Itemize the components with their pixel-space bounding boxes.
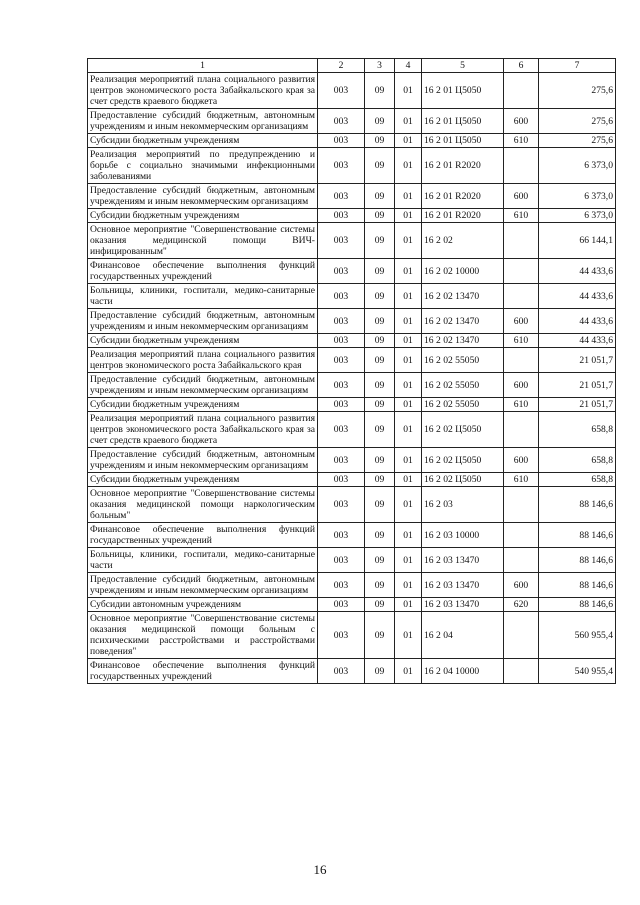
code-target-cell: 16 2 01 Ц5050 <box>422 134 504 148</box>
code-expense-type-cell: 600 <box>504 309 539 334</box>
code-target-cell: 16 2 02 13470 <box>422 309 504 334</box>
table-row <box>88 373 616 398</box>
code-ministry-cell: 003 <box>318 309 365 334</box>
table-row <box>88 148 616 184</box>
code-target-cell: 16 2 02 <box>422 223 504 259</box>
code-expense-type-cell: 600 <box>504 448 539 473</box>
code-subsection-cell: 01 <box>395 134 422 148</box>
table-row <box>88 309 616 334</box>
table-row <box>88 548 616 573</box>
amount-cell: 21 051,7 <box>539 398 616 412</box>
row-name-cell: Предоставление субсидий бюджетным, автономным учреждениям и иным некоммерческим организациям <box>88 184 318 209</box>
row-name-cell: Финансовое обеспечение выполнения функций государственных учреждений <box>88 259 318 284</box>
code-target-cell: 16 2 02 Ц5050 <box>422 412 504 448</box>
table-row <box>88 412 616 448</box>
code-section-cell: 09 <box>365 348 395 373</box>
column-header: 1 <box>88 59 318 73</box>
row-name-cell: Финансовое обеспечение выполнения функций государственных учреждений <box>88 659 318 684</box>
code-ministry-cell: 003 <box>318 573 365 598</box>
table-row <box>88 334 616 348</box>
table-row <box>88 659 616 684</box>
code-subsection-cell: 01 <box>395 573 422 598</box>
table-row <box>88 134 616 148</box>
code-ministry-cell: 003 <box>318 598 365 612</box>
code-section-cell: 09 <box>365 373 395 398</box>
code-subsection-cell: 01 <box>395 309 422 334</box>
code-ministry-cell: 003 <box>318 148 365 184</box>
table-row <box>88 398 616 412</box>
code-target-cell: 16 2 02 13470 <box>422 284 504 309</box>
code-ministry-cell: 003 <box>318 523 365 548</box>
amount-cell: 66 144,1 <box>539 223 616 259</box>
code-section-cell: 09 <box>365 73 395 109</box>
row-name-cell: Реализация мероприятий плана социального развития центров экономического роста Забайкальского края <box>88 348 318 373</box>
code-expense-type-cell <box>504 148 539 184</box>
code-target-cell: 16 2 02 13470 <box>422 334 504 348</box>
code-ministry-cell: 003 <box>318 73 365 109</box>
column-header: 3 <box>365 59 395 73</box>
code-expense-type-cell <box>504 223 539 259</box>
code-ministry-cell: 003 <box>318 373 365 398</box>
amount-cell: 6 373,0 <box>539 184 616 209</box>
code-expense-type-cell <box>504 487 539 523</box>
code-ministry-cell: 003 <box>318 184 365 209</box>
row-name-cell: Основное мероприятие "Совершенствование системы оказания медицинской помощи больным с психическими расстройствами и расстройствами поведения" <box>88 612 318 659</box>
code-ministry-cell: 003 <box>318 548 365 573</box>
code-target-cell: 16 2 02 10000 <box>422 259 504 284</box>
table-row <box>88 473 616 487</box>
amount-cell: 44 433,6 <box>539 259 616 284</box>
row-name-cell: Субсидии автономным учреждениям <box>88 598 318 612</box>
code-target-cell: 16 2 01 R2020 <box>422 148 504 184</box>
code-section-cell: 09 <box>365 334 395 348</box>
amount-cell: 275,6 <box>539 73 616 109</box>
row-name-cell: Предоставление субсидий бюджетным, автономным учреждениям и иным некоммерческим организациям <box>88 309 318 334</box>
code-subsection-cell: 01 <box>395 373 422 398</box>
code-subsection-cell: 01 <box>395 612 422 659</box>
code-subsection-cell: 01 <box>395 398 422 412</box>
code-subsection-cell: 01 <box>395 73 422 109</box>
code-expense-type-cell <box>504 259 539 284</box>
code-ministry-cell: 003 <box>318 487 365 523</box>
code-subsection-cell: 01 <box>395 184 422 209</box>
code-expense-type-cell <box>504 73 539 109</box>
code-section-cell: 09 <box>365 184 395 209</box>
row-name-cell: Больницы, клиники, госпитали, медико-санитарные части <box>88 548 318 573</box>
column-header: 4 <box>395 59 422 73</box>
code-section-cell: 09 <box>365 309 395 334</box>
code-section-cell: 09 <box>365 523 395 548</box>
code-subsection-cell: 01 <box>395 412 422 448</box>
code-expense-type-cell: 610 <box>504 473 539 487</box>
code-expense-type-cell: 600 <box>504 184 539 209</box>
code-target-cell: 16 2 02 Ц5050 <box>422 448 504 473</box>
code-section-cell: 09 <box>365 223 395 259</box>
code-section-cell: 09 <box>365 209 395 223</box>
code-target-cell: 16 2 03 10000 <box>422 523 504 548</box>
code-section-cell: 09 <box>365 398 395 412</box>
code-target-cell: 16 2 03 13470 <box>422 548 504 573</box>
code-target-cell: 16 2 01 Ц5050 <box>422 109 504 134</box>
amount-cell: 88 146,6 <box>539 487 616 523</box>
code-expense-type-cell <box>504 523 539 548</box>
code-ministry-cell: 003 <box>318 284 365 309</box>
table-row <box>88 259 616 284</box>
code-subsection-cell: 01 <box>395 659 422 684</box>
code-expense-type-cell <box>504 412 539 448</box>
code-expense-type-cell <box>504 659 539 684</box>
code-section-cell: 09 <box>365 134 395 148</box>
row-name-cell: Финансовое обеспечение выполнения функций государственных учреждений <box>88 523 318 548</box>
code-subsection-cell: 01 <box>395 334 422 348</box>
row-name-cell: Реализация мероприятий плана социального развития центров экономического роста Забайкальского края за счет средств краевого бюджета <box>88 73 318 109</box>
code-expense-type-cell <box>504 284 539 309</box>
code-section-cell: 09 <box>365 109 395 134</box>
code-section-cell: 09 <box>365 612 395 659</box>
code-ministry-cell: 003 <box>318 348 365 373</box>
amount-cell: 540 955,4 <box>539 659 616 684</box>
code-ministry-cell: 003 <box>318 612 365 659</box>
amount-cell: 275,6 <box>539 109 616 134</box>
code-subsection-cell: 01 <box>395 223 422 259</box>
row-name-cell: Предоставление субсидий бюджетным, автономным учреждениям и иным некоммерческим организациям <box>88 573 318 598</box>
code-subsection-cell: 01 <box>395 284 422 309</box>
column-header: 2 <box>318 59 365 73</box>
code-subsection-cell: 01 <box>395 448 422 473</box>
code-section-cell: 09 <box>365 573 395 598</box>
code-subsection-cell: 01 <box>395 548 422 573</box>
amount-cell: 658,8 <box>539 448 616 473</box>
code-subsection-cell: 01 <box>395 598 422 612</box>
amount-cell: 88 146,6 <box>539 548 616 573</box>
table-row <box>88 487 616 523</box>
code-target-cell: 16 2 04 <box>422 612 504 659</box>
amount-cell: 88 146,6 <box>539 598 616 612</box>
code-ministry-cell: 003 <box>318 659 365 684</box>
amount-cell: 44 433,6 <box>539 309 616 334</box>
code-target-cell: 16 2 01 R2020 <box>422 209 504 223</box>
budget-table <box>87 58 616 684</box>
code-expense-type-cell <box>504 548 539 573</box>
amount-cell: 658,8 <box>539 473 616 487</box>
amount-cell: 88 146,6 <box>539 573 616 598</box>
table-row <box>88 209 616 223</box>
code-subsection-cell: 01 <box>395 109 422 134</box>
row-name-cell: Предоставление субсидий бюджетным, автономным учреждениям и иным некоммерческим организациям <box>88 448 318 473</box>
code-target-cell: 16 2 02 Ц5050 <box>422 473 504 487</box>
code-section-cell: 09 <box>365 659 395 684</box>
code-target-cell: 16 2 03 13470 <box>422 598 504 612</box>
row-name-cell: Основное мероприятие "Совершенствование системы оказания медицинской помощи наркологическим больным" <box>88 487 318 523</box>
code-ministry-cell: 003 <box>318 398 365 412</box>
code-expense-type-cell: 600 <box>504 373 539 398</box>
code-expense-type-cell: 610 <box>504 209 539 223</box>
code-section-cell: 09 <box>365 473 395 487</box>
code-target-cell: 16 2 02 55050 <box>422 398 504 412</box>
row-name-cell: Реализация мероприятий плана социального развития центров экономического роста Забайкальского края за счет средств краевого бюджета <box>88 412 318 448</box>
page-number: 16 <box>313 862 327 877</box>
code-subsection-cell: 01 <box>395 209 422 223</box>
table-row <box>88 448 616 473</box>
table-row <box>88 523 616 548</box>
row-name-cell: Реализация мероприятий по предупреждению и борьбе с социально значимыми инфекционными заболеваниями <box>88 148 318 184</box>
row-name-cell: Предоставление субсидий бюджетным, автономным учреждениям и иным некоммерческим организациям <box>88 109 318 134</box>
column-header: 6 <box>504 59 539 73</box>
code-ministry-cell: 003 <box>318 259 365 284</box>
row-name-cell: Предоставление субсидий бюджетным, автономным учреждениям и иным некоммерческим организациям <box>88 373 318 398</box>
code-section-cell: 09 <box>365 412 395 448</box>
code-ministry-cell: 003 <box>318 109 365 134</box>
amount-cell: 44 433,6 <box>539 284 616 309</box>
code-target-cell: 16 2 04 10000 <box>422 659 504 684</box>
code-section-cell: 09 <box>365 487 395 523</box>
table-row <box>88 573 616 598</box>
row-name-cell: Больницы, клиники, госпитали, медико-санитарные части <box>88 284 318 309</box>
table-row <box>88 284 616 309</box>
amount-cell: 6 373,0 <box>539 148 616 184</box>
code-ministry-cell: 003 <box>318 473 365 487</box>
code-subsection-cell: 01 <box>395 523 422 548</box>
column-header: 5 <box>422 59 504 73</box>
row-name-cell: Субсидии бюджетным учреждениям <box>88 398 318 412</box>
code-target-cell: 16 2 03 13470 <box>422 573 504 598</box>
code-expense-type-cell: 600 <box>504 109 539 134</box>
column-header: 7 <box>539 59 616 73</box>
code-expense-type-cell: 620 <box>504 598 539 612</box>
code-section-cell: 09 <box>365 148 395 184</box>
amount-cell: 21 051,7 <box>539 348 616 373</box>
row-name-cell: Субсидии бюджетным учреждениям <box>88 209 318 223</box>
code-expense-type-cell <box>504 612 539 659</box>
code-subsection-cell: 01 <box>395 148 422 184</box>
row-name-cell: Субсидии бюджетным учреждениям <box>88 473 318 487</box>
table-row <box>88 598 616 612</box>
amount-cell: 658,8 <box>539 412 616 448</box>
code-section-cell: 09 <box>365 548 395 573</box>
amount-cell: 275,6 <box>539 134 616 148</box>
amount-cell: 88 146,6 <box>539 523 616 548</box>
code-target-cell: 16 2 01 R2020 <box>422 184 504 209</box>
amount-cell: 560 955,4 <box>539 612 616 659</box>
amount-cell: 6 373,0 <box>539 209 616 223</box>
code-subsection-cell: 01 <box>395 487 422 523</box>
code-subsection-cell: 01 <box>395 259 422 284</box>
code-ministry-cell: 003 <box>318 134 365 148</box>
code-expense-type-cell: 600 <box>504 573 539 598</box>
code-target-cell: 16 2 02 55050 <box>422 373 504 398</box>
code-target-cell: 16 2 01 Ц5050 <box>422 73 504 109</box>
code-target-cell: 16 2 02 55050 <box>422 348 504 373</box>
code-target-cell: 16 2 03 <box>422 487 504 523</box>
code-ministry-cell: 003 <box>318 209 365 223</box>
row-name-cell: Субсидии бюджетным учреждениям <box>88 334 318 348</box>
row-name-cell: Основное мероприятие "Совершенствование системы оказания медицинской помощи ВИЧ-инфицированным" <box>88 223 318 259</box>
table-row <box>88 184 616 209</box>
code-expense-type-cell: 610 <box>504 134 539 148</box>
code-ministry-cell: 003 <box>318 448 365 473</box>
code-section-cell: 09 <box>365 284 395 309</box>
amount-cell: 44 433,6 <box>539 334 616 348</box>
code-section-cell: 09 <box>365 259 395 284</box>
header-row <box>88 59 616 73</box>
code-expense-type-cell: 610 <box>504 334 539 348</box>
table-row <box>88 73 616 109</box>
code-subsection-cell: 01 <box>395 348 422 373</box>
table-row <box>88 612 616 659</box>
amount-cell: 21 051,7 <box>539 373 616 398</box>
code-section-cell: 09 <box>365 448 395 473</box>
code-ministry-cell: 003 <box>318 412 365 448</box>
code-section-cell: 09 <box>365 598 395 612</box>
table-row <box>88 223 616 259</box>
table-row <box>88 109 616 134</box>
code-ministry-cell: 003 <box>318 223 365 259</box>
table-row <box>88 348 616 373</box>
code-expense-type-cell: 610 <box>504 398 539 412</box>
code-subsection-cell: 01 <box>395 473 422 487</box>
row-name-cell: Субсидии бюджетным учреждениям <box>88 134 318 148</box>
code-expense-type-cell <box>504 348 539 373</box>
code-ministry-cell: 003 <box>318 334 365 348</box>
